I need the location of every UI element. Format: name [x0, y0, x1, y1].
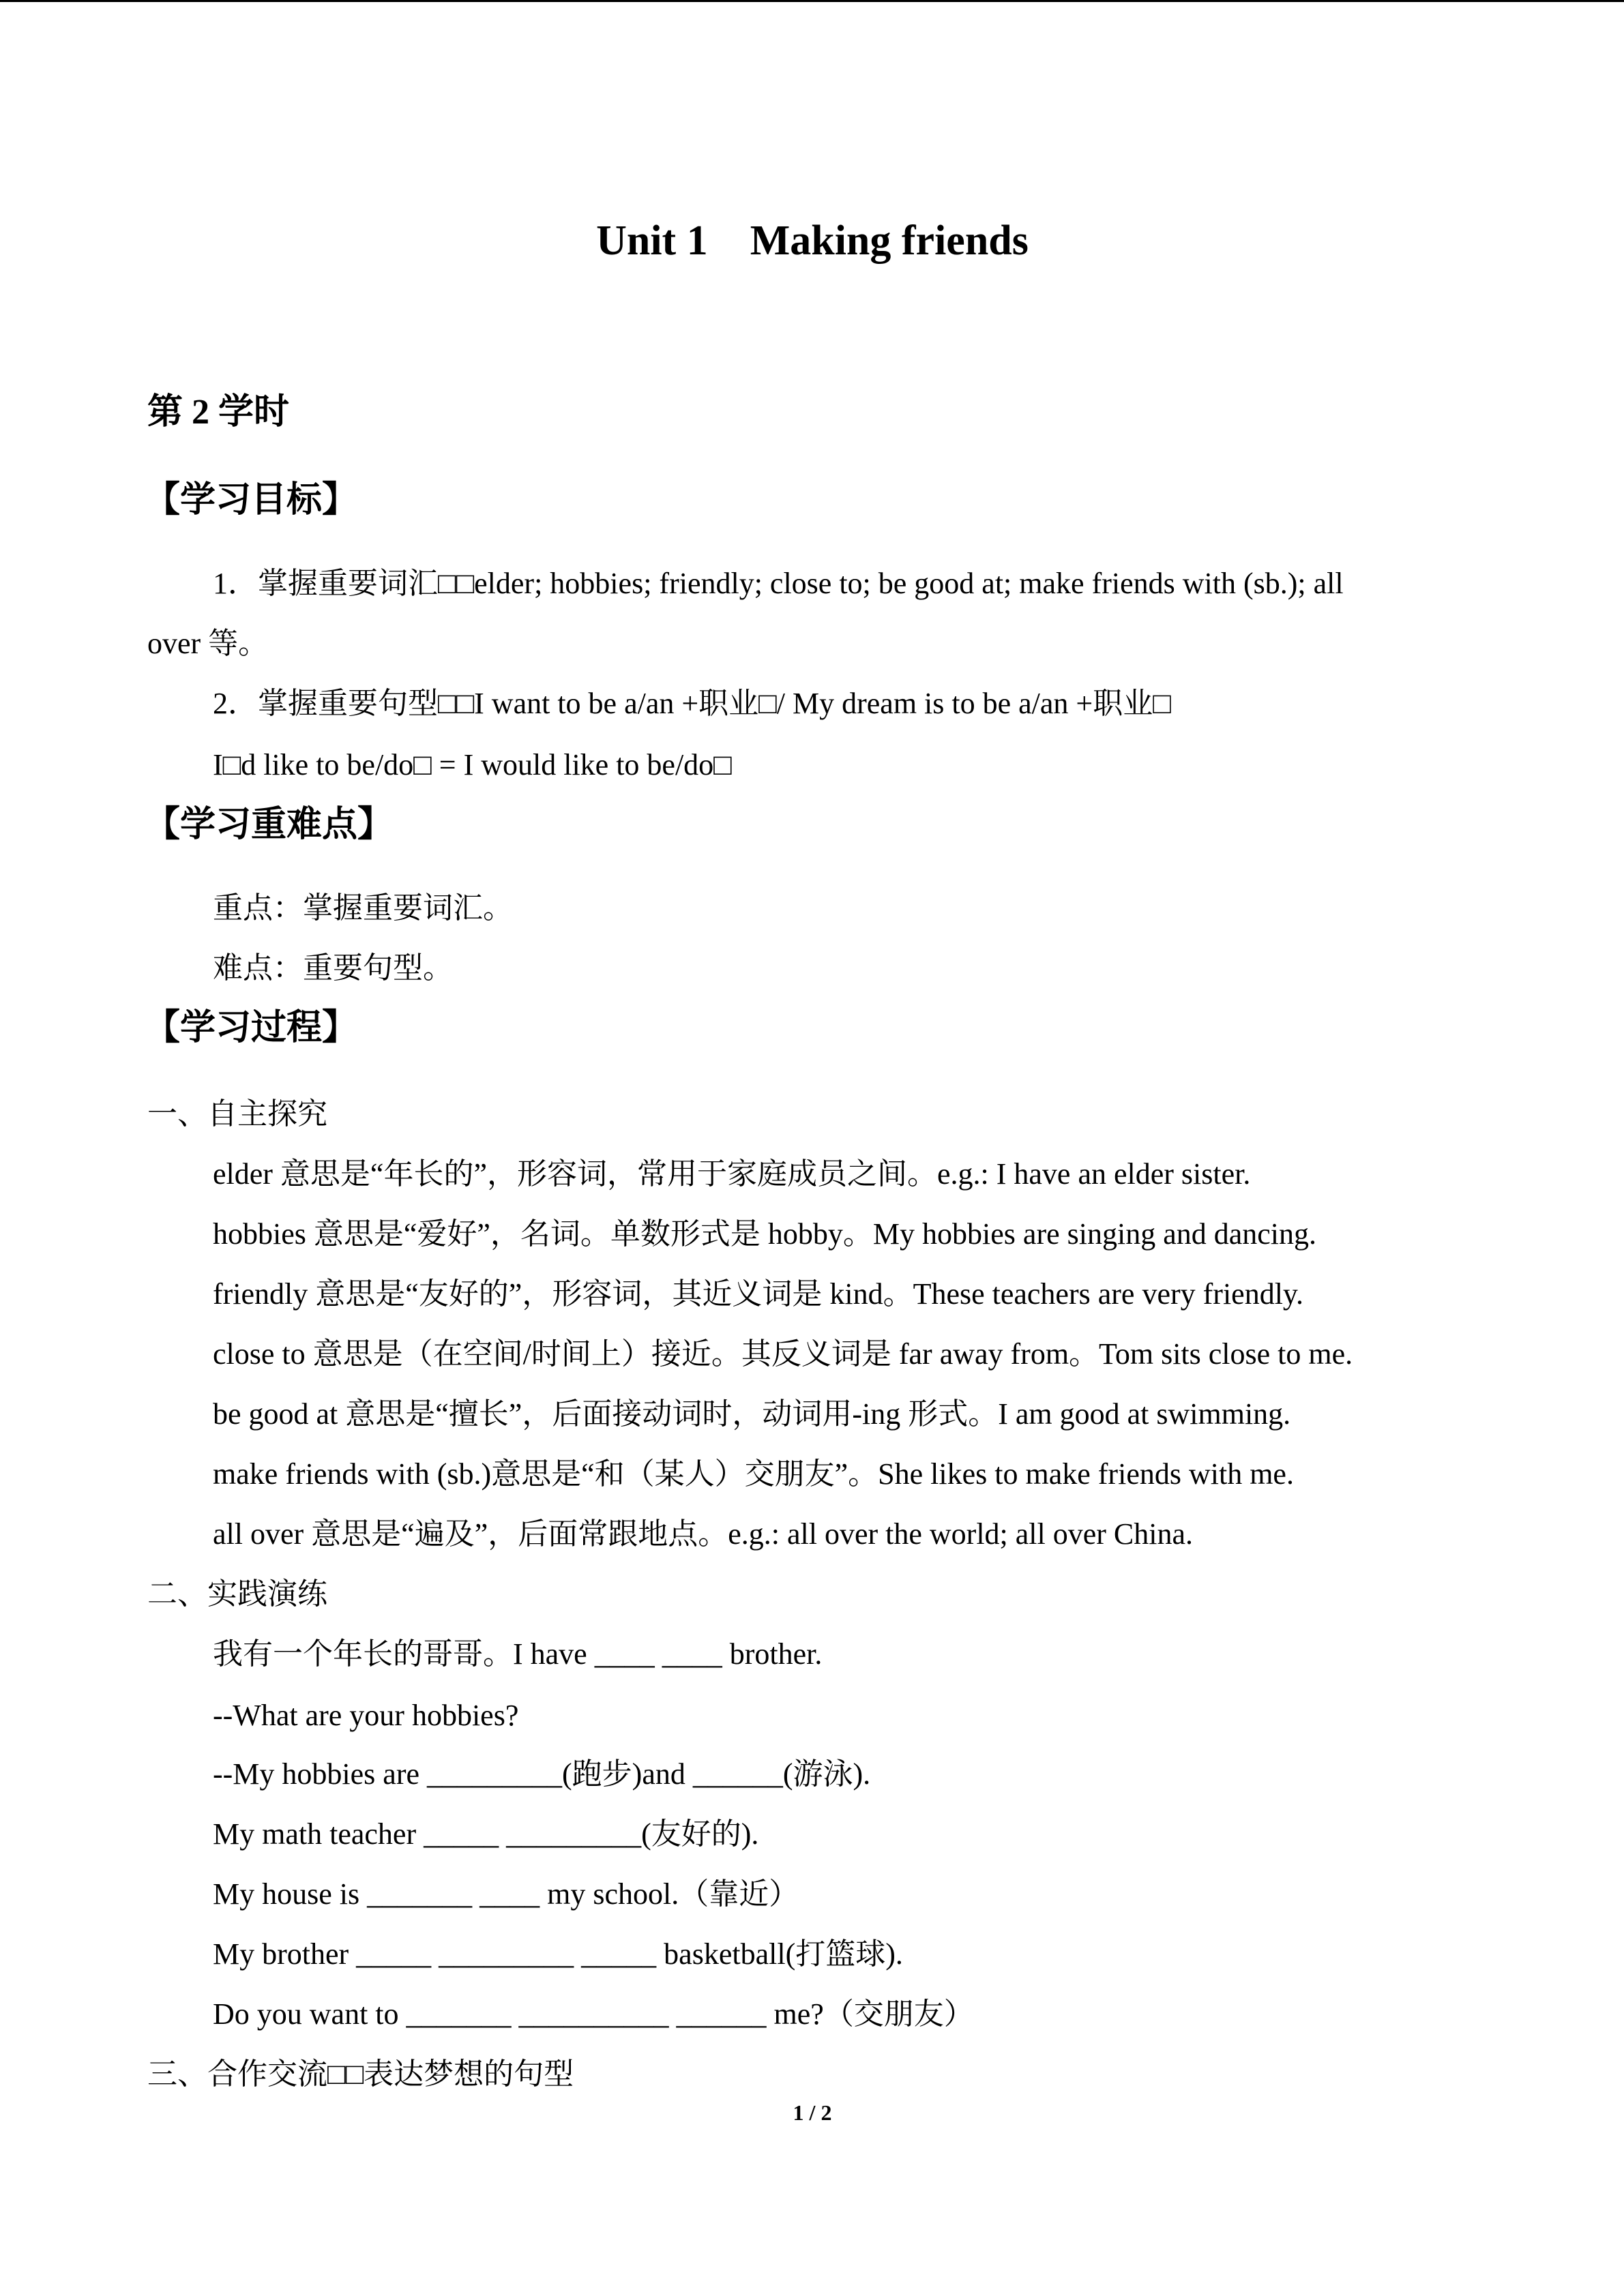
section-process-heading: 【学习过程】: [145, 1009, 358, 1047]
vocab-line: all over 意思是“遍及”，后面常跟地点。e.g.: all over the world; all over China.: [213, 1517, 1194, 1551]
part3-heading: 三、合作交流□□表达梦想的句型: [147, 2057, 574, 2091]
exercise-line: My math teacher _____ _________(友好的).: [213, 1817, 759, 1851]
objective-2-line-1: 2．掌握重要句型□□I want to be a/an +职业□/ My dream is to be a/an +职业□: [213, 687, 1171, 720]
key-point-focus: 重点：掌握重要词汇。: [213, 891, 513, 925]
part2-heading: 二、实践演练: [147, 1577, 327, 1611]
exercise-line: 我有一个年长的哥哥。I have ____ ____ brother.: [213, 1637, 823, 1671]
page-number: 1 / 2: [793, 2100, 832, 2125]
exercise-line: --What are your hobbies?: [213, 1699, 519, 1732]
objective-1-line-2: over 等。: [147, 627, 269, 660]
vocab-line: hobbies 意思是“爱好”，名词。单数形式是 hobby。My hobbies are singing and dancing.: [213, 1217, 1317, 1251]
section-key-points-heading: 【学习重难点】: [145, 805, 394, 844]
objective-2-line-2: I□d like to be/do□ = I would like to be/do□: [213, 748, 732, 781]
exercise-line: My house is _______ ____ my school.（靠近）: [213, 1877, 799, 1911]
vocab-line: friendly 意思是“友好的”，形容词，其近义词是 kind。These teachers are very friendly.: [213, 1277, 1304, 1311]
vocab-line: be good at 意思是“擅长”，后面接动词时，动词用-ing 形式。I am good at swimming.: [213, 1397, 1291, 1431]
vocab-line: elder 意思是“年长的”，形容词，常用于家庭成员之间。e.g.: I have an elder sister.: [213, 1157, 1251, 1191]
key-point-difficulty: 难点：重要句型。: [213, 951, 453, 985]
section-objectives-heading: 【学习目标】: [145, 481, 358, 520]
page-title: Unit 1 Making friends: [596, 218, 1029, 264]
part1-heading: 一、自主探究: [147, 1097, 327, 1131]
exercise-line: Do you want to _______ __________ ______ me?（交朋友）: [213, 1997, 974, 2031]
lesson-number: 第 2 学时: [147, 393, 290, 432]
exercise-line: --My hobbies are _________(跑步)and ______(游泳).: [213, 1757, 871, 1791]
vocab-line: make friends with (sb.)意思是“和（某人）交朋友”。She likes to make friends with me.: [213, 1457, 1294, 1491]
exercise-line: My brother _____ _________ _____ basketball(打篮球).: [213, 1937, 903, 1971]
vocab-line: close to 意思是（在空间/时间上）接近。其反义词是 far away from。Tom sits close to me.: [213, 1337, 1353, 1371]
objective-1-line-1: 1．掌握重要词汇□□elder; hobbies; friendly; close to; be good at; make friends with (sb.); all: [213, 567, 1344, 600]
top-border-line: [0, 0, 1624, 2]
